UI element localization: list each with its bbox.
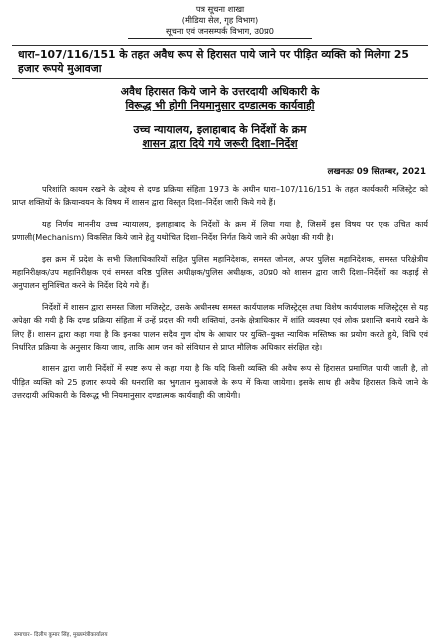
issuing-department: सूचना एवं जनसम्पर्क विभाग, उ0प्र0 [128,26,312,39]
headline: धारा–107/116/151 के तहत अवैध रूप से हिरासत पाये जाने पर पीड़ित व्यक्ति को मिलेगा 25 हजार रूपये मुआवजा [12,45,428,79]
subheading-guidelines [0,123,440,151]
issuing-office: पत्र सूचना शाखा [195,4,245,14]
paragraph-2: यह निर्णय माननीय उच्च न्यायालय, इलाहाबाद के निर्देशों के क्रम में लिया गया है, जिसमें इस विषय पर एक उचित कार्य प्रणाली(Mechanism) विकसित किये जाने हेतु यथोचित दिशा–निर्देश निर्गत किये जाने की अपेक्षा की गयी है। [12,218,428,243]
subheading-accountability-line1: अवैध हिरासत किये जाने के उत्तरदायी अधिकारी के [120,85,320,98]
paragraph-5: शासन द्वारा जारी निर्देशों में स्पष्ट रूप से कहा गया है कि यदि किसी व्यक्ति की अवैध रूप से हिरासत प्रमाणित पायी जाती है, तो पीड़ित व्यक्ति को 25 हजार रूपये की धनराशि का भुगतान मुआवजे के रूप में किया जायेगा। इसके साथ ही अवैध हिरासत किये जाने के उत्तरदायी अधिकारी के विरूद्ध भी नियमानुसार दण्डात्मक कार्यवाही की जायेगी। [12,363,428,401]
dateline: लखनऊः 09 सितम्बर, 2021 [327,167,426,177]
subheading-guidelines-line1: उच्च न्यायालय, इलाहाबाद के निर्देशों के क्रम [133,123,307,136]
paragraph-1: परिशांति कायम रखने के उद्देश्य से दण्ड प्रक्रिया संहिता 1973 के अधीन धारा–107/116/151 के तहत कार्यकारी मजिस्ट्रेट को प्राप्त शक्तियों के क्रियान्वयन के विषय में शासन द्वारा विस्तृत दिशा–निर्देश जारी किये गये हैं। [12,184,428,208]
subheading-accountability-line2: विरूद्ध भी होगी नियमानुसार दण्डात्मक कार्यवाही [125,99,315,112]
footer-credit: समाचार– दिलीप कुमार सिंह, मुख्यमंत्रीकार्यालय [14,632,108,638]
paragraph-3: इस क्रम में प्रदेश के सभी जिलाधिकारियों सहित पुलिस महानिदेशक, समस्त जोनल, अपर पुलिस महानिदेशक, समस्त परिक्षेत्रीय महानिरीक्षक/उप महानिरीक्षक एवं समस्त वरिष्ठ पुलिस अधीक्षक/पुलिस अधीक्षक, उ0प्र0 को शासन द्वारा जारी दिशा–निर्देशों का कड़ाई से अनुपालन सुनिश्चित करने के निर्देश दिये गये हैं। [12,253,428,291]
paragraph-4: निर्देशों में शासन द्वारा समस्त जिला मजिस्ट्रेट, उसके अधीनस्थ समस्त कार्यपालक मजिस्ट्रेट्स तथा विशेष कार्यपालक मजिस्ट्रेट्स से यह अपेक्षा की गयी है कि दण्ड प्रक्रिया संहिता में उन्हें प्रदत्त की गयी शक्तियां, उनके क्षेत्राधिकार में शांति व्यवस्था एवं लोक प्रशान्ति बनाये रखने के लिए हैं। शासन द्वारा कहा गया है कि इनका पालन सदैव गुण दोष के आधार पर युक्ति–युक्त न्यायिक मस्तिष्क का प्रयोग करते हुये, विधि एवं निर्धारित प्रक्रिया के अनुसार किया जाय, ताकि आम जन को संविधान से प्राप्त मौलिक अधिकार संरक्षित रहे। [12,301,428,353]
subheading-guidelines-line2: शासन द्वारा दिये गये जरूरी दिशा–निर्देश [142,137,298,150]
subheading-accountability [0,85,440,113]
issuing-cell: (मीडिया सेल, गृह विभाग) [181,15,259,25]
